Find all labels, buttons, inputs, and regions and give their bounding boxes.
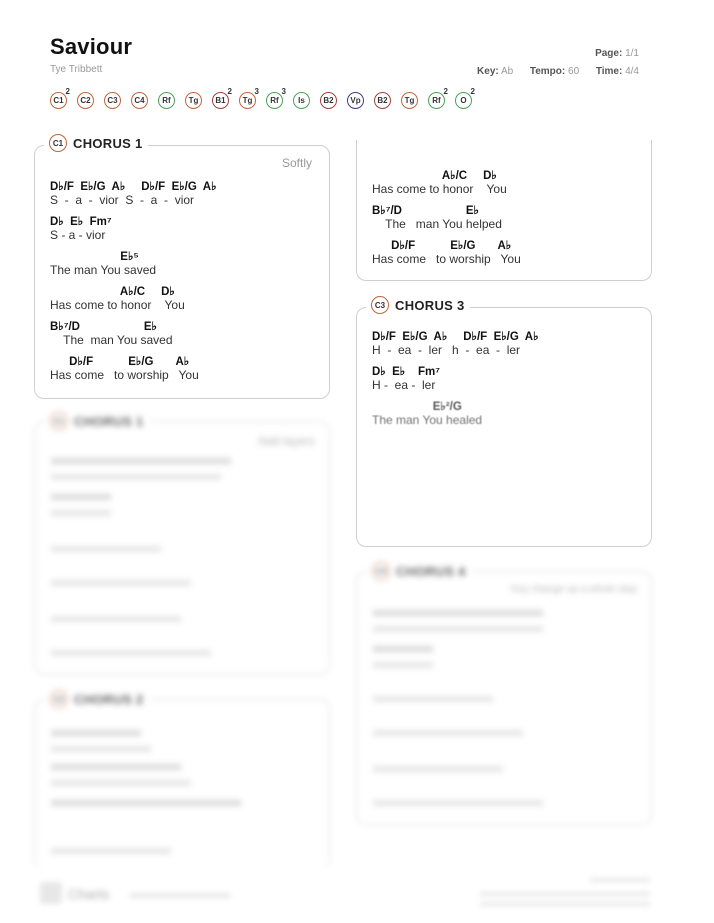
roadmap-item[interactable]: Vp — [347, 92, 364, 109]
lyric-line: S - a - vior S - a - vior — [50, 193, 195, 207]
footer-copyright — [480, 902, 650, 906]
chord-line: B♭⁷/D E♭ — [50, 321, 157, 333]
chord-line: A♭/C D♭ — [372, 170, 497, 182]
chord-line: E♭⁵ — [50, 251, 139, 263]
roadmap-item[interactable]: C4 — [131, 92, 148, 109]
chorus1-header — [44, 134, 148, 152]
chorus4-preview-section: C4 CHORUS 4 Key change up a whole step — [356, 571, 652, 825]
chord-line: D♭/F E♭/G A♭ — [372, 240, 512, 252]
lyric-line: Has come to honor You — [372, 182, 507, 196]
footer-copyright — [480, 892, 650, 896]
section-title: CHORUS 1 — [73, 135, 143, 151]
lyric-line: Has come to honor You — [50, 298, 185, 312]
roadmap-item[interactable]: Rf 2 — [428, 92, 445, 109]
chorus3-header — [366, 296, 470, 314]
section-note: Softly — [281, 156, 312, 170]
section-badge: C3 — [371, 296, 389, 314]
chord-line: D♭/F E♭/G A♭ D♭/F E♭/G A♭ — [372, 331, 539, 343]
lyric-line: The man You saved — [50, 263, 157, 277]
section-badge: C1 — [49, 134, 67, 152]
key-value: Ab — [500, 66, 514, 77]
lyric-line: The man You saved — [50, 333, 173, 347]
lyric-line: H - ea - ler h - ea - ler — [372, 343, 521, 357]
roadmap-item[interactable]: B2 — [320, 92, 337, 109]
footer-copyright — [590, 878, 650, 882]
chorus2-preview-section: C2 CHORUS 2 — [34, 699, 330, 870]
roadmap-item[interactable]: C1 2 — [50, 92, 67, 109]
chord-line: E♭²/G — [372, 401, 462, 413]
roadmap-item[interactable]: Tg — [401, 92, 418, 109]
lyric-line: H - ea - ler — [372, 378, 436, 392]
lyric-line: Has come to worship You — [372, 252, 521, 266]
lyric-line: The man You healed — [372, 413, 483, 427]
lyric-line: Has come to worship You — [50, 368, 199, 382]
roadmap-item[interactable]: Rf 3 — [266, 92, 283, 109]
roadmap-item[interactable]: O 2 — [455, 92, 472, 109]
roadmap-item[interactable]: C3 — [104, 92, 121, 109]
tempo-value: 60 — [568, 66, 580, 77]
chorus1-preview-section: C1 CHORUS 1 Add layers — [34, 421, 330, 675]
chord-line: D♭ E♭ Fm⁷ — [50, 216, 112, 228]
lyric-line: S - a - vior — [50, 228, 106, 242]
chord-line: D♭/F E♭/G A♭ — [50, 356, 190, 368]
roadmap-item[interactable]: Is — [293, 92, 310, 109]
page-indicator: Page: 1/1 — [595, 48, 639, 59]
song-title: Saviour — [50, 34, 133, 59]
roadmap-item[interactable]: Rf — [158, 92, 175, 109]
chord-line: B♭⁷/D E♭ — [372, 205, 479, 217]
chord-line: A♭/C D♭ — [50, 286, 175, 298]
footer-url — [130, 893, 230, 898]
song-roadmap — [50, 87, 475, 109]
roadmap-item[interactable]: Tg — [185, 92, 202, 109]
time-value: 4/4 — [625, 66, 639, 77]
chord-line: D♭ E♭ Fm⁷ — [372, 366, 440, 378]
song-meta: Key: Ab Tempo: 60 Time: 4/4 — [477, 66, 639, 77]
footer-brand: Charts — [68, 886, 110, 902]
chord-line: D♭/F E♭/G A♭ D♭/F E♭/G A♭ — [50, 181, 217, 193]
roadmap-item[interactable]: Tg 3 — [239, 92, 256, 109]
roadmap-item[interactable]: B2 — [374, 92, 391, 109]
section-title: CHORUS 3 — [395, 297, 465, 313]
artist-name: Tye Tribbett — [50, 64, 103, 75]
roadmap-item[interactable]: B1 2 — [212, 92, 229, 109]
lyric-line: The man You helped — [372, 217, 502, 231]
charts-logo — [40, 882, 62, 904]
roadmap-item[interactable]: C2 — [77, 92, 94, 109]
